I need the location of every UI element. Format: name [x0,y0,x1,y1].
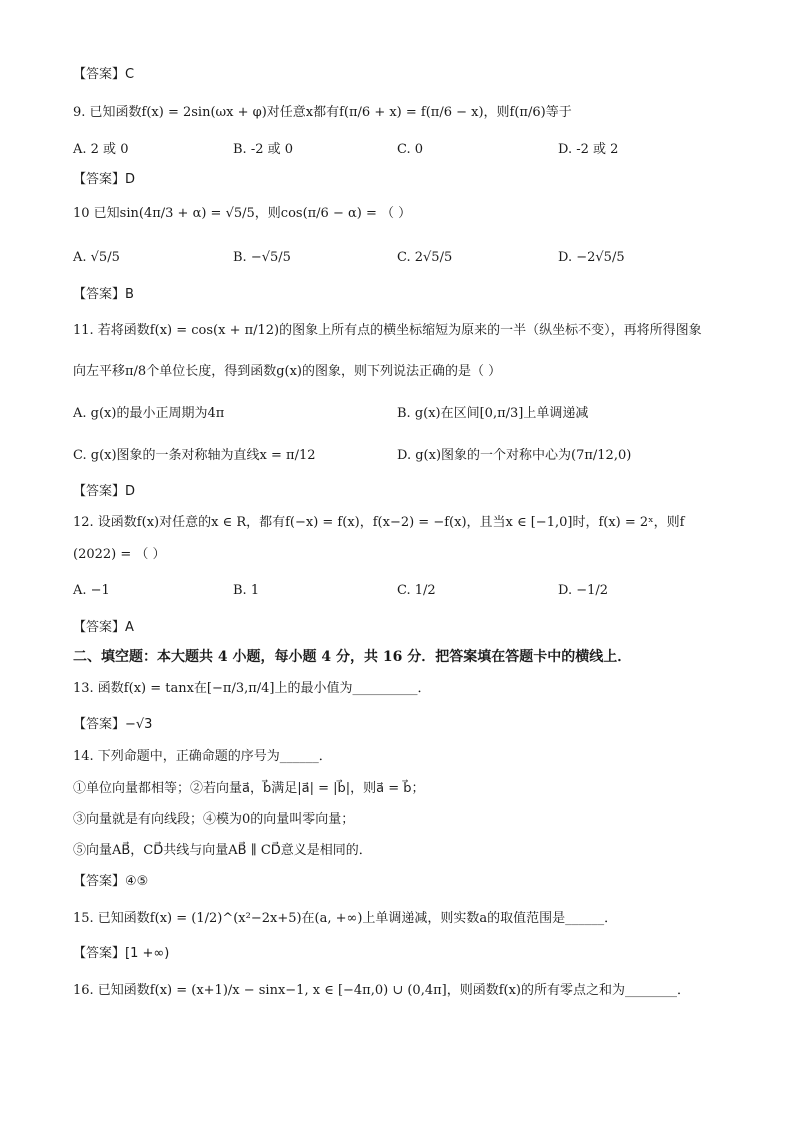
question-11-line1: 11. 若将函数f(x) = cos(x + π/12)的图象上所有点的横坐标缩短为原来的一半（纵坐标不变），再将所得图象 [73,323,702,338]
question-14: 14. 下列命题中，正确命题的序号为______． [73,749,332,764]
option-a: A. −1 [73,583,110,598]
option-b: B. 1 [233,583,260,598]
option-a: A. g(x)的最小正周期为4π [73,406,225,421]
option-d: D. -2 或 2 [558,142,619,157]
question-14-statement-1: ①单位向量都相等；②若向量a⃗，b⃗满足|a⃗| = |b⃗|，则a⃗ = b⃗； [73,781,425,796]
question-9: 9. 已知函数f(x) = 2sin(ωx + φ)对任意x都有f(π/6 + x) = f(π/6 − x)，则f(π/6)等于 [73,105,572,120]
question-12-line2: (2022) = （ ） [73,547,166,562]
question-14-statement-2: ③向量就是有向线段；④模为0的向量叫零向量； [73,812,355,827]
option-d: D. g(x)图象的一个对称中心为(7π/12,0) [397,448,632,463]
option-a: A. √5/5 [73,250,120,265]
answer-q11: 【答案】D [73,484,136,499]
answer-q13: 【答案】−√3 [73,717,153,732]
question-12-line1: 12. 设函数f(x)对任意的x ∈ R，都有f(−x) = f(x)，f(x−2) = −f(x)，且当x ∈ [−1,0]时，f(x) = 2ˣ，则f [73,515,685,530]
option-d: D. −1/2 [558,583,609,598]
question-11-line2: 向左平移π/8个单位长度，得到函数g(x)的图象，则下列说法正确的是（ ） [73,364,502,379]
answer-q10: 【答案】B [73,287,134,302]
section-heading-fill-blank: 二、填空题：本大题共 4 小题，每小题 4 分，共 16 分．把答案填在答题卡中的横线上． [73,649,632,665]
option-c: C. 1/2 [397,583,436,598]
option-c: C. 0 [397,142,424,157]
option-c: C. g(x)图象的一条对称轴为直线x = π/12 [73,448,316,463]
question-10: 10 已知sin(4π/3 + α) = √5/5，则cos(π/6 − α) = （ ） [73,206,412,221]
option-a: A. 2 或 0 [73,142,129,157]
option-b: B. −√5/5 [233,250,291,265]
question-15: 15. 已知函数f(x) = (1/2)^(x²−2x+5)在(a, +∞)上单调递减，则实数a的取值范围是______． [73,911,618,926]
option-c: C. 2√5/5 [397,250,453,265]
answer-q12: 【答案】A [73,620,134,635]
question-16: 16. 已知函数f(x) = (x+1)/x − sinx−1, x ∈ [−4π,0) ∪ (0,4π]，则函数f(x)的所有零点之和为________． [73,983,690,998]
answer-q9: 【答案】D [73,172,136,187]
question-13: 13. 函数f(x) = tanx在[−π/3,π/4]上的最小值为__________． [73,681,431,696]
answer-q8: 【答案】C [73,67,135,82]
answer-q14: 【答案】④⑤ [73,874,149,889]
question-14-statement-3: ⑤向量AB⃗，CD⃗共线与向量AB⃗ ∥ CD⃗意义是相同的． [73,843,372,858]
option-b: B. -2 或 0 [233,142,294,157]
option-d: D. −2√5/5 [558,250,625,265]
option-b: B. g(x)在区间[0,π/3]上单调递减 [397,406,589,421]
answer-q15: 【答案】[1 +∞) [73,946,170,961]
